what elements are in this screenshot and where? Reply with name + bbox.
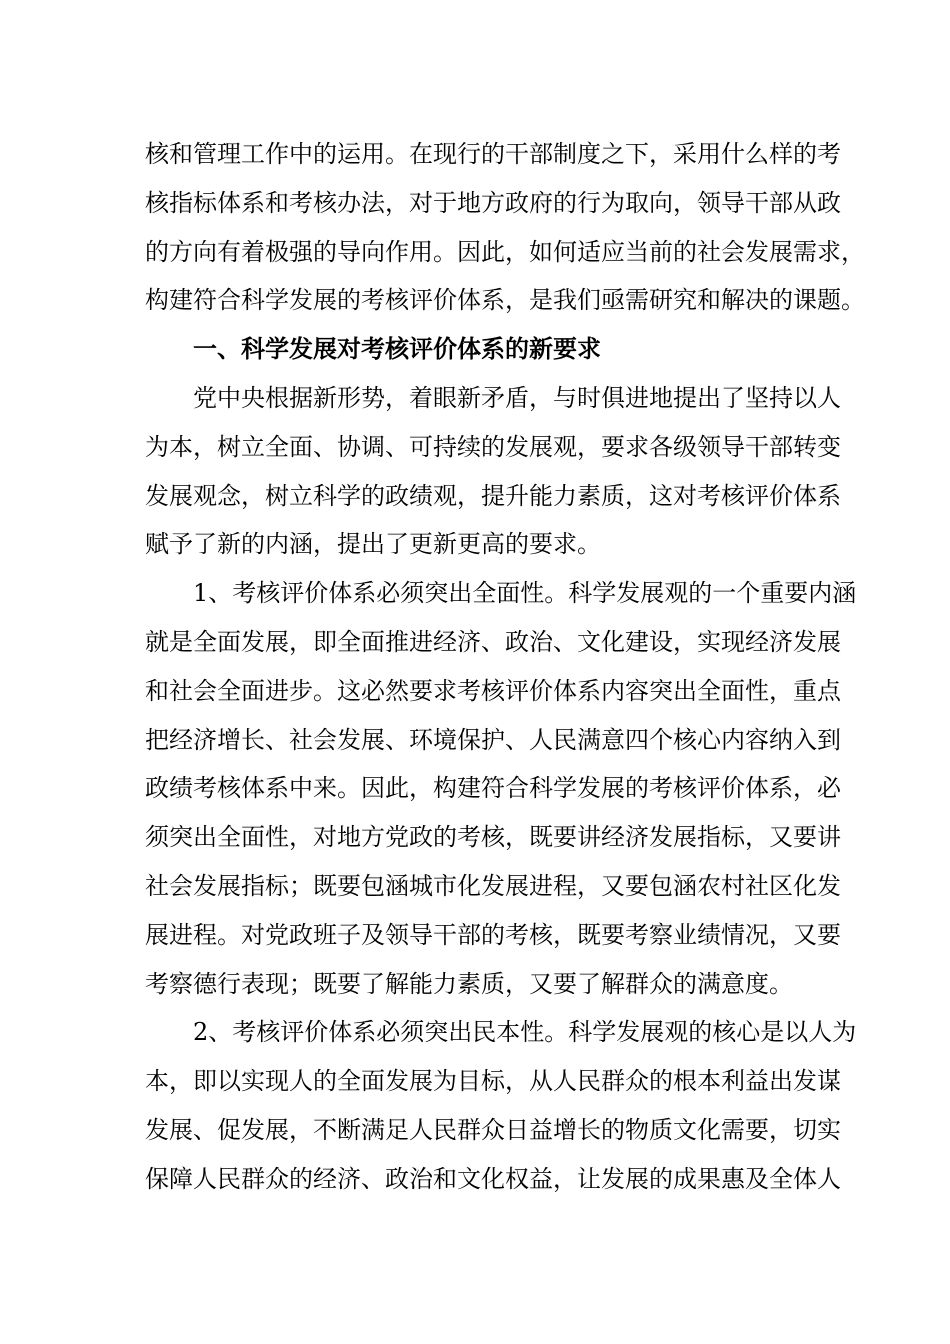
text-line: 社会发展指标；既要包涵城市化发展进程，又要包涵农村社区化发 (145, 871, 841, 900)
text-line: 和社会全面进步。这必然要求考核评价体系内容突出全面性，重点 (145, 676, 841, 705)
text-line: 保障人民群众的经济、政治和文化权益，让发展的成果惠及全体人 (145, 1164, 841, 1193)
paragraph-text: 科学发展观的核心是以人为 (568, 1018, 857, 1047)
section-heading: 一、科学发展对考核评价体系的新要求 (193, 335, 601, 364)
text-line: 就是全面发展，即全面推进经济、政治、文化建设，实现经济发展 (145, 627, 841, 656)
text-line: 为本，树立全面、协调、可持续的发展观，要求各级领导干部转变 (145, 432, 841, 461)
paragraph-lead: 2、考核评价体系必须突出民本性。 (193, 1018, 569, 1047)
text-line: 的方向有着极强的导向作用。因此，如何适应当前的社会发展需求， (145, 237, 865, 266)
text-line: 须突出全面性，对地方党政的考核，既要讲经济发展指标，又要讲 (145, 823, 841, 852)
text-line: 赋予了新的内涵，提出了更新更高的要求。 (145, 530, 601, 559)
document-body (145, 130, 865, 1204)
text-line: 展进程。对党政班子及领导干部的考核，既要考察业绩情况，又要 (145, 920, 841, 949)
text-line: 政绩考核体系中来。因此，构建符合科学发展的考核评价体系，必 (145, 774, 841, 803)
text-line (145, 1008, 857, 1057)
text-line: 发展观念，树立科学的政绩观，提升能力素质，这对考核评价体系 (145, 481, 841, 510)
text-line: 核和管理工作中的运用。在现行的干部制度之下，采用什么样的考 (145, 140, 841, 168)
text-line: 构建符合科学发展的考核评价体系，是我们亟需研究和解决的课题。 (145, 286, 865, 315)
text-line: 发展、促发展，不断满足人民群众日益增长的物质文化需要，切实 (145, 1115, 841, 1144)
text-line: 党中央根据新形势，着眼新矛盾，与时俱进地提出了坚持以人 (193, 383, 841, 412)
text-line: 本，即以实现人的全面发展为目标，从人民群众的根本利益出发谋 (145, 1067, 841, 1096)
paragraph-text: 科学发展观的一个重要内涵 (568, 579, 857, 608)
text-line: 考察德行表现；既要了解能力素质，又要了解群众的满意度。 (145, 969, 793, 998)
text-line (145, 569, 857, 618)
paragraph-lead: 1、考核评价体系必须突出全面性。 (193, 579, 569, 608)
text-line: 把经济增长、社会发展、环境保护、人民满意四个核心内容纳入到 (145, 725, 841, 754)
text-line: 核指标体系和考核办法，对于地方政府的行为取向，领导干部从政 (145, 188, 841, 217)
